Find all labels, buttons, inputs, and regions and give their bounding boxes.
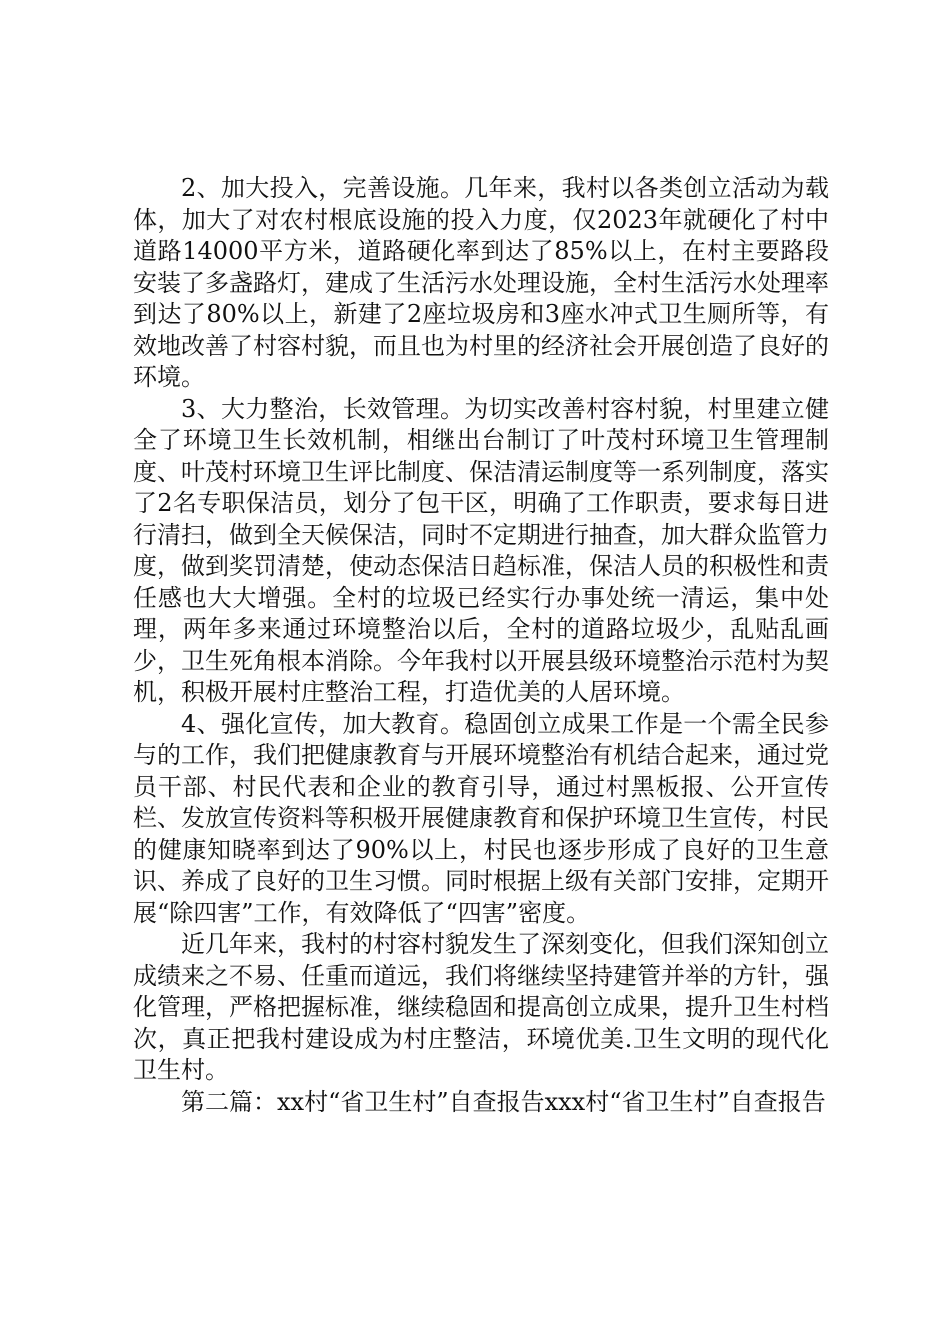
paragraph-infrastructure: 2、加大投入，完善设施。几年来，我村以各类创立活动为载体，加大了对农村根底设施的投入力度，仅2023年就硬化了村中道路14000平方米，道路硬化率到达了85%以上，在村主要路段安装了多盏路灯，建成了生活污水处理设施，全村生活污水处理率到达了80%以上，新建了2座垃圾房和3座水冲式卫生厕所等，有效地改善了村容村貌，而且也为村里的经济社会开展创造了良好的环境。 [133, 174, 829, 391]
document-body [133, 173, 829, 1118]
paragraph-conclusion: 近几年来，我村的村容村貌发生了深刻变化，但我们深知创立成绩来之不易、任重而道远，我们将继续坚持建管并举的方针，强化管理，严格把握标准，继续稳固和提高创立成果，提升卫生村档次，真正把我村建设成为村庄整洁，环境优美.卫生文明的现代化卫生村。 [133, 930, 829, 1084]
paragraph-education: 4、强化宣传，加大教育。稳固创立成果工作是一个需全民参与的工作，我们把健康教育与开展环境整治有机结合起来，通过党员干部、村民代表和企业的教育引导，通过村黑板报、公开宣传栏、发放宣传资料等积极开展健康教育和保护环境卫生宣传，村民的健康知晓率到达了90%以上，村民也逐步形成了良好的卫生意识、养成了良好的卫生习惯。同时根据上级有关部门安排，定期开展“除四害”工作，有效降低了“四害”密度。 [133, 709, 829, 927]
paragraph-management: 3、大力整治，长效管理。为切实改善村容村貌，村里建立健全了环境卫生长效机制，相继出台制订了叶茂村环境卫生管理制度、叶茂村环境卫生评比制度、保洁清运制度等一系列制度，落实了2名专职保洁员，划分了包干区，明确了工作职责，要求每日进行清扫，做到全天候保洁，同时不定期进行抽查，加大群众监管力度，做到奖罚清楚，使动态保洁日趋标准，保洁人员的积极性和责任感也大大增强。全村的垃圾已经实行办事处统一清运，集中处理，两年多来通过环境整治以后，全村的道路垃圾少，乱贴乱画少，卫生死角根本消除。今年我村以开展县级环境整治示范村为契机，积极开展村庄整治工程，打造优美的人居环境。 [133, 394, 829, 706]
paragraph-second-chapter-title: 第二篇：xx村“省卫生村”自查报告xxx村“省卫生村”自查报告 [181, 1087, 826, 1116]
